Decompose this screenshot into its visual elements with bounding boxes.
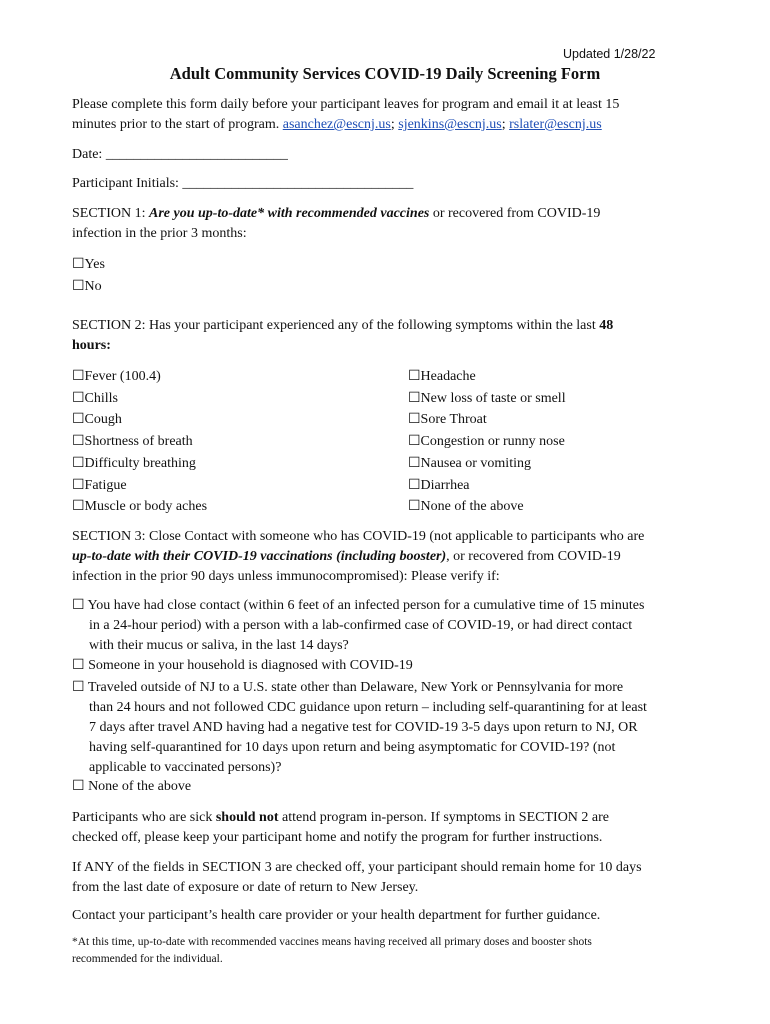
section-3-line-2 xyxy=(72,547,644,567)
travel-line-5: applicable to vaccinated persons)? xyxy=(89,760,282,775)
email-link-asanchez[interactable]: asanchez@escnj.us xyxy=(282,117,391,132)
household-text: Someone in your household is diagnosed with COVID-19 xyxy=(88,658,413,673)
section-1-emphasis: Are you up-to-date* with recommended vaccines xyxy=(149,206,430,221)
section-3-line-1: SECTION 3: Close Contact with someone who has COVID-19 (not applicable to participants who are xyxy=(72,529,645,544)
participant-initials-field[interactable]: Participant Initials: _________________________________ xyxy=(72,176,414,191)
intro-line-1: Please complete this form daily before your participant leaves for program and email it at least 15 xyxy=(72,97,620,112)
checkbox-muscle-aches[interactable]: ☐Muscle or body aches xyxy=(72,499,208,515)
checkbox-chills[interactable]: ☐Chills xyxy=(72,390,119,406)
checkbox-sore-throat[interactable]: ☐Sore Throat xyxy=(408,412,487,428)
section-1 xyxy=(72,204,600,244)
email-link-sjenkins[interactable]: sjenkins@escnj.us xyxy=(398,117,502,132)
checkbox-fatigue[interactable]: ☐Fatigue xyxy=(72,477,127,493)
close-contact-line-3: with their mucus or saliva, in the last 14 days? xyxy=(89,638,349,653)
contact-provider-paragraph: Contact your participant’s health care provider or your health department for further guidance. xyxy=(72,908,601,923)
section-3-line-2-rest: , or recovered from COVID-19 xyxy=(446,549,621,564)
checkbox-no[interactable]: ☐No xyxy=(72,278,102,294)
none-contact-text: None of the above xyxy=(88,779,192,794)
travel-item[interactable] xyxy=(72,678,647,778)
section-2-text: SECTION 2: Has your participant experienced any of the following symptoms within the last xyxy=(72,318,600,333)
close-contact-item[interactable] xyxy=(72,596,644,656)
checkbox-headache[interactable]: ☐Headache xyxy=(408,369,476,384)
section-2-question xyxy=(72,316,613,336)
section-2-hours-number: 48 xyxy=(599,318,614,333)
travel-line-2: than 24 hours and not followed CDC guidance upon return – including self-quarantining for at least xyxy=(89,700,647,715)
section-2-hours-label: hours: xyxy=(72,338,111,353)
date-field[interactable]: Date: __________________________ xyxy=(72,147,288,162)
section-3-line-3: infection in the prior 90 days unless immunocompromised): Please verify if: xyxy=(72,569,500,584)
email-link-rslater[interactable]: rslater@escnj.us xyxy=(509,117,602,132)
checkbox-travel[interactable]: ☐ xyxy=(72,680,85,695)
vaccine-footnote xyxy=(72,934,592,968)
symptoms-right-column xyxy=(408,366,566,518)
checkbox-shortness-of-breath[interactable]: ☐Shortness of breath xyxy=(72,434,193,450)
section-1-options xyxy=(72,254,105,297)
checkbox-loss-taste-smell[interactable]: ☐New loss of taste or smell xyxy=(408,390,566,406)
sick-text-c: attend program in-person. If symptoms in SECTION 2 are xyxy=(278,810,610,825)
intro-line-2 xyxy=(72,115,619,135)
email-separator: ; xyxy=(501,117,506,132)
close-contact-line-1: You have had close contact (within 6 feet of an infected person for a cumulative time of 15 minutes xyxy=(87,598,645,613)
checkbox-yes[interactable]: ☐Yes xyxy=(72,257,105,272)
section-1-rest: or recovered from COVID-19 xyxy=(429,206,601,221)
any-fields-paragraph xyxy=(72,858,642,898)
checkbox-household[interactable]: ☐ xyxy=(72,658,85,673)
travel-line-4: having self-quarantined for 10 days upon return and being asymptomatic for COVID-19? (not xyxy=(89,740,616,755)
footnote-line-2: recommended for the individual. xyxy=(72,953,223,965)
checkbox-nausea[interactable]: ☐Nausea or vomiting xyxy=(408,455,531,471)
checkbox-none-symptoms[interactable]: ☐None of the above xyxy=(408,499,524,515)
none-contact-item[interactable] xyxy=(72,777,191,797)
any-line-1: If ANY of the fields in SECTION 3 are checked off, your participant should remain home for 10 days xyxy=(72,860,642,875)
section-2 xyxy=(72,316,613,356)
section-1-question xyxy=(72,204,600,224)
checkbox-none-contact[interactable]: ☐ xyxy=(72,779,85,794)
updated-date: Updated 1/28/22 xyxy=(563,47,656,61)
sick-line-2: checked off, please keep your participant home and notify the program for further instructions. xyxy=(72,830,603,845)
section-3-emphasis: up-to-date with their COVID-19 vaccinations (including booster) xyxy=(72,549,447,564)
travel-line-1: Traveled outside of NJ to a U.S. state other than Delaware, New York or Pennsylvania for more xyxy=(87,680,624,695)
close-contact-line-2: in a 24-hour period) with a person with a lab-confirmed case of COVID-19, or had direct contact xyxy=(89,618,633,633)
sick-paragraph xyxy=(72,808,609,848)
travel-line-3: 7 days after travel AND having had a negative test for COVID-19 3-5 days upon return to NJ, OR xyxy=(89,720,638,735)
checkbox-diarrhea[interactable]: ☐Diarrhea xyxy=(408,477,470,493)
section-3 xyxy=(72,527,644,587)
any-line-2: from the last date of exposure or date of return to New Jersey. xyxy=(72,880,419,895)
checkbox-difficulty-breathing[interactable]: ☐Difficulty breathing xyxy=(72,455,196,471)
form-title: Adult Community Services COVID-19 Daily Screening Form xyxy=(169,64,601,83)
sick-should-not: should not xyxy=(215,810,279,825)
checkbox-close-contact[interactable]: ☐ xyxy=(72,598,85,613)
section-1-question-line-2: infection in the prior 3 months: xyxy=(72,226,247,241)
symptoms-left-column xyxy=(72,366,207,518)
intro-line-2-text: minutes prior to the start of program. xyxy=(72,117,280,132)
checkbox-cough[interactable]: ☐Cough xyxy=(72,412,122,428)
intro-paragraph xyxy=(72,95,619,135)
household-item[interactable] xyxy=(72,656,413,676)
checkbox-fever[interactable]: ☐Fever (100.4) xyxy=(72,369,161,384)
section-1-prefix: SECTION 1: xyxy=(72,206,149,221)
footnote-line-1: *At this time, up-to-date with recommended vaccines means having received all primary doses and booster shots xyxy=(72,936,592,948)
checkbox-congestion[interactable]: ☐Congestion or runny nose xyxy=(408,434,565,450)
email-separator: ; xyxy=(390,117,395,132)
sick-text-a: Participants who are sick xyxy=(72,810,216,825)
